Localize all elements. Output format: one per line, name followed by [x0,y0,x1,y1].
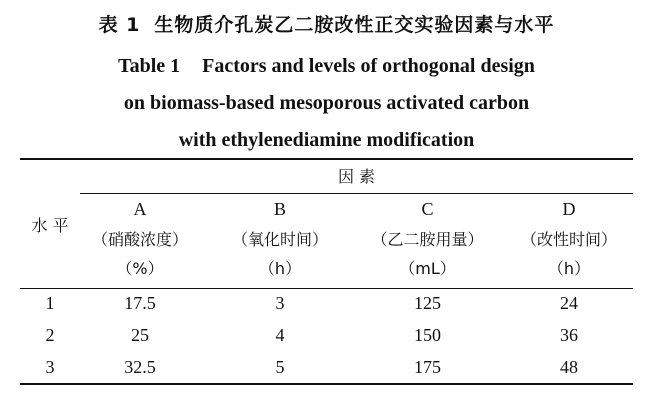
factor-d-unit: （h） [547,259,591,278]
row-level: 3 [45,357,55,377]
factor-d-name: （改性时间） [520,230,617,249]
cell-c: 150 [414,325,441,345]
cell-d: 24 [560,293,578,313]
factor-c-code: C [421,199,434,219]
factor-b-code: B [273,199,286,219]
table-title-en-line-2: on biomass-based mesoporous activated carbon [123,92,530,114]
factor-d-code: D [562,199,576,219]
row-level: 1 [45,293,55,313]
cell-b: 5 [275,357,285,377]
table-bottom-rule [20,383,633,385]
factor-b-unit: （h） [258,259,302,278]
cell-a: 32.5 [124,357,156,377]
row-level: 2 [45,325,55,345]
factor-a-code: A [133,199,147,219]
cell-a: 25 [131,325,149,345]
table-group-rule [80,193,633,194]
table-caption-cn: 生物质介孔炭乙二胺改性正交实验因素与水平 [154,14,555,36]
factor-c-unit: （mL） [399,259,456,278]
cell-c: 175 [414,357,441,377]
table-number-cn: 表 1 [98,14,141,36]
table-title-en-line-3: with ethylenediamine modification [178,129,475,151]
factor-b-name: （氧化时间） [231,230,328,249]
cell-d: 36 [560,325,578,345]
table-title-en-line-1 [0,55,653,78]
table-header-rule [20,288,633,289]
factor-a-unit: （%） [116,259,164,278]
cell-d: 48 [560,357,578,377]
factor-c-name: （乙二胺用量） [371,230,484,249]
cell-c: 125 [414,293,441,313]
table-top-rule [20,158,633,160]
factor-a-name: （硝酸浓度） [91,230,188,249]
cell-a: 17.5 [124,293,156,313]
row-header-level: 水 平 [31,216,69,235]
table-group-header: 因 素 [337,167,376,186]
table-title-cn [0,10,653,37]
cell-b: 4 [275,325,285,345]
cell-b: 3 [275,293,285,313]
table-caption-en-1: Factors and levels of orthogonal design [202,55,535,77]
table-number-en: Table 1 [118,55,181,77]
